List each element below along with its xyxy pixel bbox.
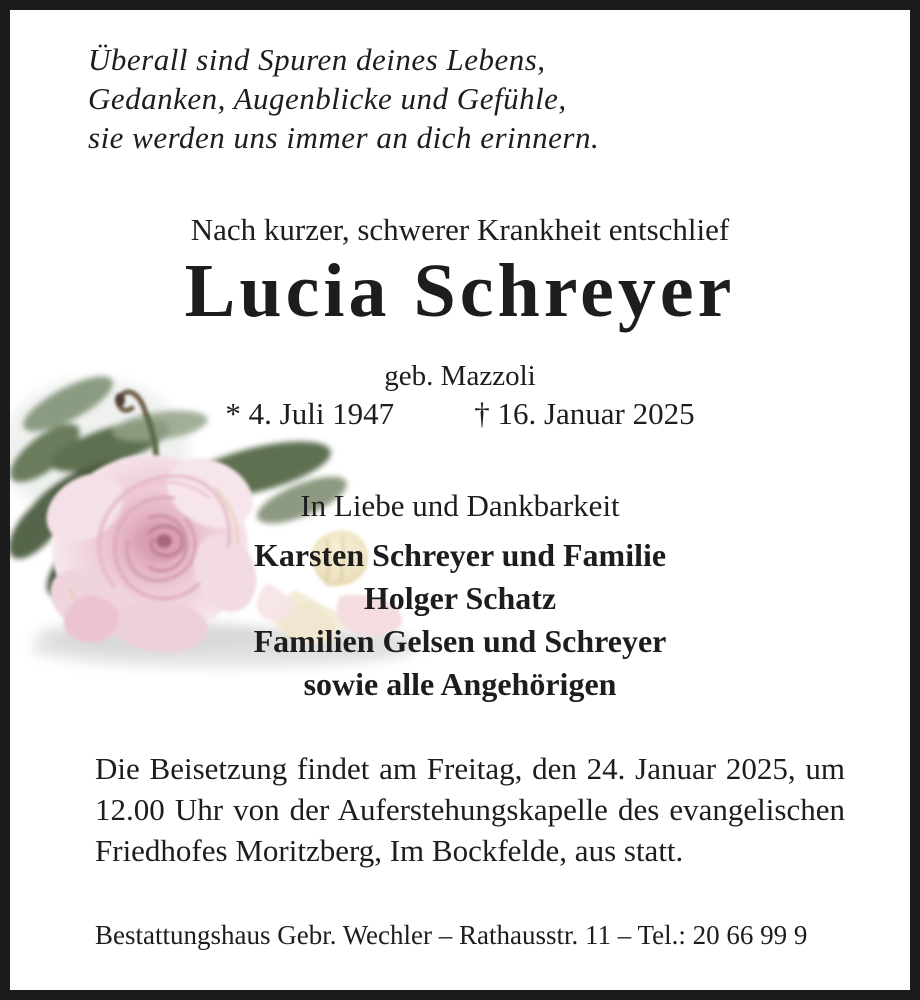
mourner-line-3: Familien Gelsen und Schreyer — [253, 623, 667, 659]
mourners-list — [10, 534, 910, 706]
maiden-name: geb. Mazzoli — [384, 360, 536, 392]
thanks-line: In Liebe und Dankbarkeit — [300, 488, 620, 523]
deceased-name: Lucia Schreyer — [184, 249, 736, 333]
verse-line-2: Gedanken, Augenblicke und Gefühle, — [88, 81, 567, 116]
death-date: † 16. Januar 2025 — [474, 396, 695, 431]
funeral-info: Die Beisetzung findet am Freitag, den 24. Januar 2025, um 12.00 Uhr von der Auferstehungskapelle des evangelischen Friedhofes Moritzberg, Im Bockfelde, aus statt. — [95, 751, 845, 868]
birth-date: * 4. Juli 1947 — [225, 396, 395, 431]
mourner-line-1: Karsten Schreyer und Familie — [253, 537, 667, 573]
funeral-home-line: Bestattungshaus Gebr. Wechler – Rathausstr. 11 – Tel.: 20 66 99 9 — [95, 920, 808, 950]
intro-line: Nach kurzer, schwerer Krankheit entschlief — [190, 212, 730, 247]
verse-line-1: Überall sind Spuren deines Lebens, — [88, 42, 546, 77]
opening-verse — [88, 40, 599, 157]
mourner-line-2: Holger Schatz — [363, 580, 557, 616]
mourner-line-4: sowie alle Angehörigen — [303, 666, 617, 702]
verse-line-3: sie werden uns immer an dich erinnern. — [88, 120, 600, 155]
life-dates — [10, 396, 910, 432]
